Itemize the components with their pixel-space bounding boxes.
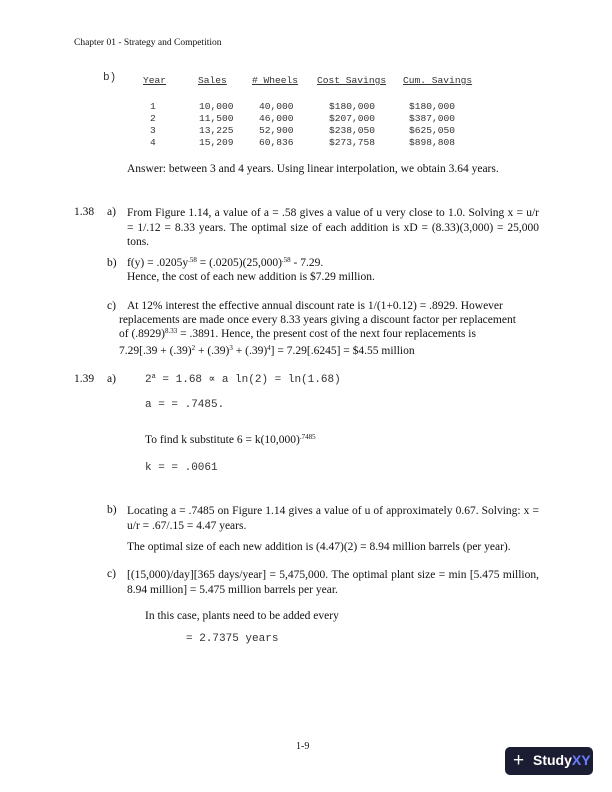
p139-a-label: a) xyxy=(107,373,116,385)
table-cell: 1 xyxy=(150,101,156,112)
table-cell: $273,758 xyxy=(329,137,376,148)
col-header-year: Year xyxy=(143,75,167,86)
table-cell: 11,500 xyxy=(199,113,234,124)
p138-b-label: b) xyxy=(107,257,117,269)
table-cell: $625,050 xyxy=(409,125,456,136)
p138-c-line3: of $(.8929)^{8.33} = .3891$. Hence, the present cost of the next four replacements is xyxy=(119,327,476,340)
table-cell: $180,000 xyxy=(329,101,376,112)
table-cell: $238,050 xyxy=(329,125,376,136)
logo-text-study: Study xyxy=(533,752,572,768)
p139-a-k-text: To find k substitute $6 = k(10,000)^{.7485}$ xyxy=(145,433,316,446)
logo-text-xy: XY xyxy=(571,752,591,768)
table-cell: 10,000 xyxy=(199,101,234,112)
p139-a-eq1: $2^a = 1.68 \propto a$ ln(2) = ln(1.68) xyxy=(145,373,341,386)
p139-a-eq2: a = = .7485. xyxy=(145,399,225,411)
table-cell: 46,000 xyxy=(259,113,294,124)
p138-c-line2: replacements are made once every 8.33 years giving a discount factor per replacement xyxy=(119,314,516,326)
table-cell: 3 xyxy=(150,125,156,136)
plus-icon: + xyxy=(513,750,525,771)
col-header-cost-savings: Cost Savings xyxy=(317,75,387,86)
table-cell: $387,000 xyxy=(409,113,456,124)
p139-b-text: Locating a = .7485 on Figure 1.14 gives a value of u of approximately 0.67. Solving: x = u/r = .67/.15 = 4.47 years. xyxy=(127,505,539,532)
problem-number-139: 1.39 xyxy=(74,373,95,385)
p138-a-text: From Figure 1.14, a value of a = .58 gives a value of u very close to 1.0. Solving x = u/r = 1/.12 = 8.33 years. The optimal size of each addition is xD = (8.33)(3,000) = 25,000 tons. xyxy=(127,207,539,248)
p138-a-label: a) xyxy=(107,206,116,218)
p139-c-text: [(15,000)/day][365 days/year] = 5,475,000. The optimal plant size = min [5.475 million, 8.94 million] = 5.475 million barrels per year. xyxy=(127,569,539,596)
p138-c-line1: At 12% interest the effective annual discount rate is 1/(1+0.12) = .8929. However xyxy=(127,300,503,312)
col-header-wheels: # Wheels xyxy=(252,75,299,86)
table-cell: 4 xyxy=(150,137,156,148)
table-cell: $207,000 xyxy=(329,113,376,124)
p138-c-equation: $7.29[.39 + (.39)^2 + (.39)^3 + (.39)^4] = 7.29[.6245]$ = $4.55 million xyxy=(119,344,415,357)
page-number: 1-9 xyxy=(296,741,310,752)
col-header-sales: Sales xyxy=(198,75,227,86)
table-cell: 15,209 xyxy=(199,137,234,148)
part-b-label: b) xyxy=(103,72,117,84)
chapter-header: Chapter 01 - Strategy and Competition xyxy=(74,38,222,48)
p139-b-text2: The optimal size of each new addition is (4.47)(2) = 8.94 million barrels (per year). xyxy=(127,541,511,553)
table-cell: $180,000 xyxy=(409,101,456,112)
table-cell: 13,225 xyxy=(199,125,234,136)
table-cell: 60,836 xyxy=(259,137,294,148)
table-cell: 52,900 xyxy=(259,125,294,136)
table-cell: 40,000 xyxy=(259,101,294,112)
p139-b-label: b) xyxy=(107,504,117,516)
studyxy-logo xyxy=(505,747,593,775)
p138-c-label: c) xyxy=(107,300,116,312)
table-cell: 2 xyxy=(150,113,156,124)
p139-c-eq4: = 2.7375 years xyxy=(186,633,279,645)
p139-c-label: c) xyxy=(107,568,116,580)
col-header-cum-savings: Cum. Savings xyxy=(403,75,473,86)
p138-b-line1: $f(y) = .0205y^{.58} = (.0205)(25,000)^{.58} - 7.29$. xyxy=(127,256,324,269)
p139-a-eq3: k = = .0061 xyxy=(145,462,218,474)
problem-number-138: 1.38 xyxy=(74,206,95,218)
part-b-answer: Answer: between 3 and 4 years. Using linear interpolation, we obtain 3.64 years. xyxy=(127,163,499,175)
table-cell: $898,808 xyxy=(409,137,456,148)
p138-b-line2: Hence, the cost of each new addition is $7.29 million. xyxy=(127,271,375,283)
p139-c-text2: In this case, plants need to be added every xyxy=(145,610,339,622)
